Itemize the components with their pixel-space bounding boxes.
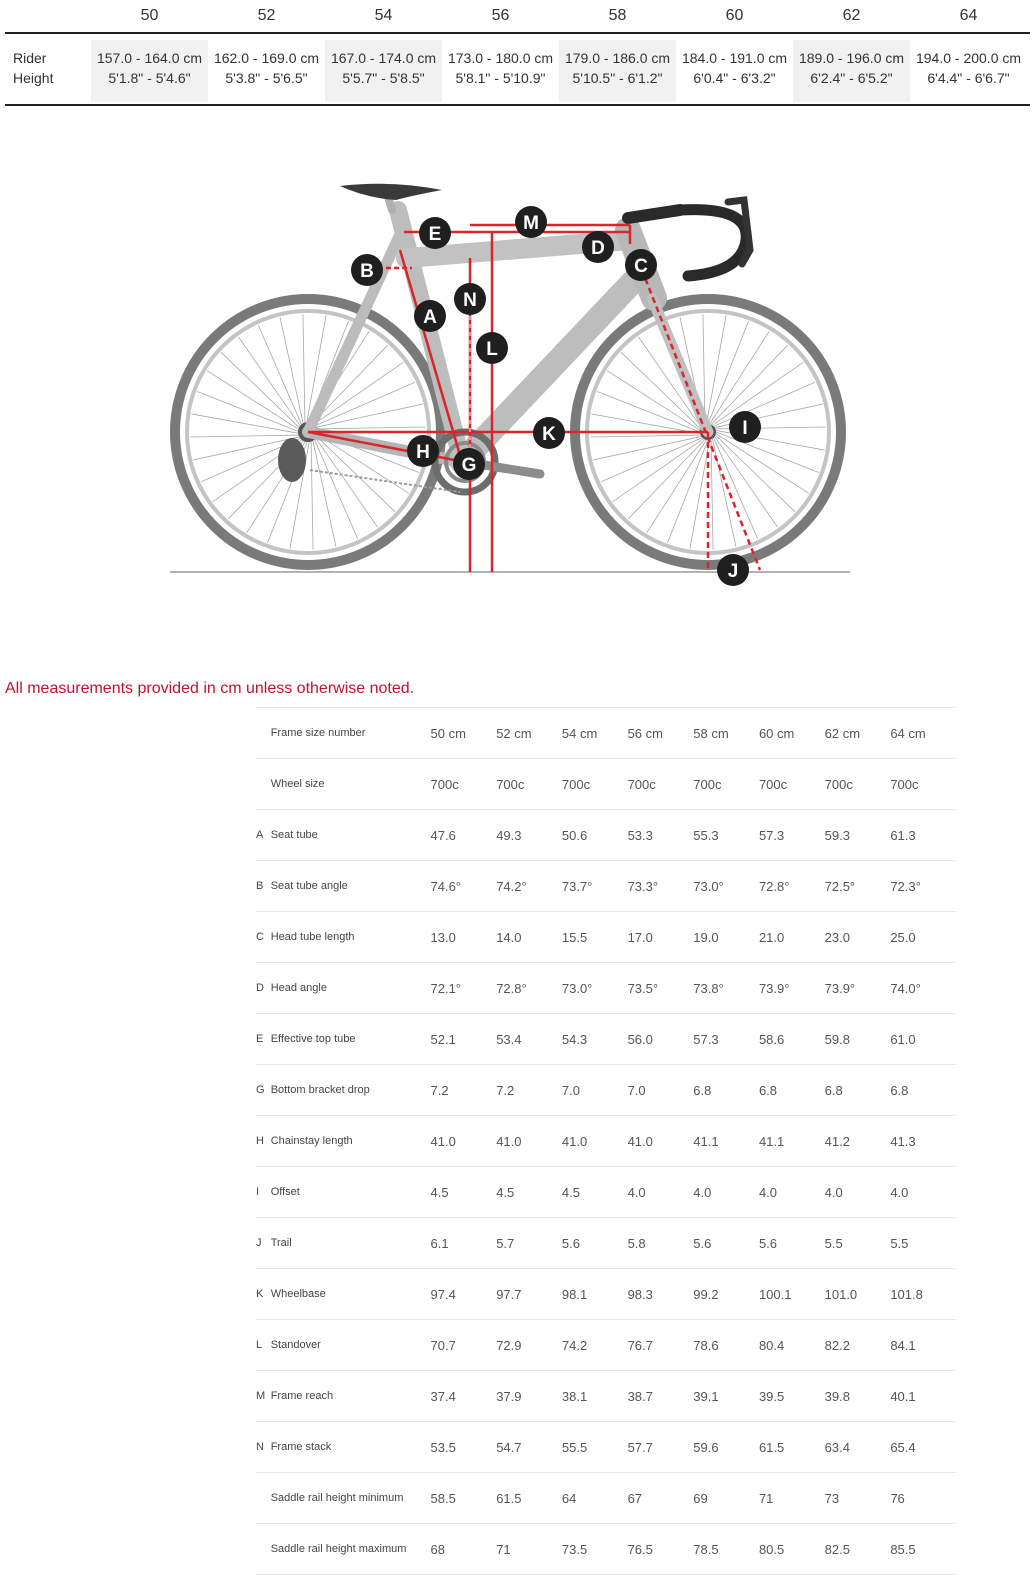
geometry-value: 5.5 <box>824 1235 843 1251</box>
geometry-value: 41.0 <box>496 1133 522 1149</box>
geometry-value: 57.3 <box>693 1031 719 1047</box>
geometry-value: 4.0 <box>890 1184 909 1200</box>
marker-label: D <box>591 238 605 259</box>
geometry-value: 73.5° <box>627 980 659 996</box>
marker-label: J <box>727 561 739 582</box>
geometry-value: 52.1 <box>430 1031 456 1047</box>
geometry-letter: H <box>256 1135 264 1147</box>
geometry-value: 74.2° <box>496 878 527 894</box>
geometry-label: Standover <box>270 1339 321 1351</box>
rider-height-ft: 5'10.5" - 6'1.2" <box>572 70 663 86</box>
geometry-value: 41.3 <box>890 1133 916 1149</box>
marker-k <box>533 417 565 449</box>
table-row <box>256 759 956 810</box>
spoke <box>280 317 303 425</box>
geometry-label: Frame size number <box>270 727 366 739</box>
geometry-value: 41.0 <box>627 1133 653 1149</box>
geometry-value: 61.0 <box>890 1031 916 1047</box>
size-heading: 62 <box>842 7 861 24</box>
rider-height-cm: 194.0 - 200.0 cm <box>915 50 1022 66</box>
spoke <box>221 352 301 429</box>
spoke <box>315 427 426 429</box>
geometry-letter: B <box>256 880 264 892</box>
geometry-value: 700c <box>430 776 459 792</box>
geometry-value: 4.5 <box>496 1184 515 1200</box>
geometry-value: 72.5° <box>824 878 856 894</box>
geometry-value: 13.0 <box>430 929 456 945</box>
marker-g <box>453 448 485 480</box>
marker-label: B <box>360 261 374 282</box>
spoke <box>711 439 713 550</box>
geometry-value: 98.1 <box>561 1286 588 1302</box>
spoke <box>303 314 305 425</box>
line-a <box>400 250 462 462</box>
geometry-value: 25.0 <box>890 929 916 945</box>
rider-height-ft: 6'2.4" - 6'5.2" <box>810 70 893 86</box>
geometry-value: 58 cm <box>693 725 729 741</box>
geometry-value: 59.6 <box>693 1439 719 1455</box>
geometry-value: 4.0 <box>627 1184 646 1200</box>
geometry-value: 4.0 <box>693 1184 712 1200</box>
rider-height-cell <box>91 40 208 102</box>
marker-j <box>717 554 749 586</box>
geometry-value: 71 <box>496 1541 511 1557</box>
geometry-value: 72.3° <box>890 878 921 894</box>
geometry-value: 700c <box>824 776 853 792</box>
geometry-value: 39.1 <box>693 1388 719 1404</box>
rider-height-cell <box>442 40 559 102</box>
marker-label: C <box>634 256 648 277</box>
geometry-value: 58.5 <box>430 1490 456 1506</box>
geometry-value: 700c <box>496 776 525 792</box>
geometry-value: 82.2 <box>824 1337 850 1353</box>
geometry-value: 4.5 <box>430 1184 449 1200</box>
geometry-letter: L <box>256 1339 263 1351</box>
geometry-label: Trail <box>270 1237 292 1249</box>
geometry-value: 5.7 <box>496 1235 515 1251</box>
marker-label: H <box>416 442 430 463</box>
geometry-value: 99.2 <box>693 1286 719 1302</box>
geometry-label: Effective top tube <box>270 1033 356 1045</box>
rider-height-cell <box>910 40 1027 102</box>
geometry-letter: A <box>256 829 264 841</box>
geometry-value: 61.5 <box>496 1490 522 1506</box>
geometry-value: 57.7 <box>627 1439 653 1455</box>
rider-height-cm: 179.0 - 186.0 cm <box>564 50 671 66</box>
marker-label: K <box>542 424 556 445</box>
rider-height-cell <box>208 40 325 102</box>
geometry-value: 73.5 <box>561 1541 588 1557</box>
geometry-value: 14.0 <box>496 929 522 945</box>
table-row <box>256 1269 956 1320</box>
geometry-value: 52 cm <box>496 725 532 741</box>
geometry-value: 97.7 <box>496 1286 522 1302</box>
size-heading: 64 <box>959 7 978 24</box>
geometry-value: 700c <box>627 776 656 792</box>
marker-h <box>407 435 439 467</box>
geometry-letter: J <box>256 1237 262 1249</box>
marker-label: E <box>428 224 442 245</box>
rider-height-cell <box>325 40 442 102</box>
table-row <box>256 1320 956 1371</box>
geometry-value: 73.9° <box>758 980 790 996</box>
marker-l <box>476 332 508 364</box>
geometry-value: 700c <box>890 776 919 792</box>
geometry-value: 50 cm <box>430 725 466 741</box>
geometry-value: 5.6 <box>693 1235 712 1251</box>
geometry-value: 101.0 <box>824 1286 858 1302</box>
rider-height-ft: 6'0.4" - 6'3.2" <box>693 70 776 86</box>
geometry-value: 700c <box>693 776 722 792</box>
table-row <box>256 1371 956 1422</box>
spoke <box>238 337 301 428</box>
geometry-label: Head tube length <box>270 931 355 943</box>
rider-label-line2: Height <box>13 70 54 86</box>
geometry-value: 58.6 <box>758 1031 785 1047</box>
geometry-value: 97.4 <box>430 1286 456 1302</box>
geometry-value: 54 cm <box>561 725 598 741</box>
geometry-value: 6.1 <box>430 1235 449 1251</box>
size-heading: 50 <box>140 7 159 24</box>
geometry-value: 72.8° <box>758 878 790 894</box>
rider-height-cm: 167.0 - 174.0 cm <box>330 50 437 66</box>
geometry-value: 54.7 <box>496 1439 522 1455</box>
geometry-value: 47.6 <box>430 827 456 843</box>
table-row <box>256 708 956 759</box>
table-row <box>256 1422 956 1473</box>
spoke <box>311 439 313 550</box>
geometry-value: 6.8 <box>693 1082 712 1098</box>
size-header-row <box>5 0 1030 34</box>
rider-height-cm: 189.0 - 196.0 cm <box>798 50 905 66</box>
geometry-value: 700c <box>561 776 591 792</box>
geometry-value: 73.8° <box>693 980 724 996</box>
geometry-value: 80.5 <box>758 1541 785 1557</box>
geometry-value: 7.2 <box>430 1082 449 1098</box>
geometry-value: 4.5 <box>561 1184 580 1200</box>
rider-height-ft: 6'4.4" - 6'6.7" <box>927 70 1010 86</box>
table-row <box>256 1014 956 1065</box>
geometry-value: 61.5 <box>758 1439 785 1455</box>
geometry-value: 56.0 <box>627 1031 653 1047</box>
geometry-value: 37.9 <box>496 1388 522 1404</box>
geometry-value: 23.0 <box>824 929 850 945</box>
geometry-value: 4.0 <box>824 1184 843 1200</box>
geometry-value: 76.5 <box>627 1541 653 1557</box>
rider-height-cell <box>793 40 910 102</box>
geometry-value: 38.1 <box>561 1388 588 1404</box>
geometry-value: 7.0 <box>627 1082 646 1098</box>
rider-height-label <box>5 34 91 104</box>
geometry-value: 78.5 <box>693 1541 719 1557</box>
marker-label: M <box>523 213 539 234</box>
size-heading: 58 <box>608 7 627 24</box>
geometry-value: 60 cm <box>758 725 795 741</box>
size-heading: 60 <box>725 7 744 24</box>
size-heading: 54 <box>374 7 393 24</box>
geometry-value: 72.1° <box>430 980 462 996</box>
geometry-value: 39.8 <box>824 1388 850 1404</box>
geometry-value: 41.2 <box>824 1133 850 1149</box>
marker-e <box>419 217 451 249</box>
geometry-value: 7.0 <box>561 1082 580 1098</box>
rider-height-cell <box>559 40 676 102</box>
spoke <box>715 436 778 527</box>
spoke <box>628 439 705 519</box>
size-heading: 52 <box>257 7 276 24</box>
marker-b <box>351 254 383 286</box>
geometry-value: 17.0 <box>627 929 653 945</box>
spoke <box>715 435 795 512</box>
spoke <box>315 436 378 527</box>
table-row <box>256 861 956 912</box>
geometry-value: 68 <box>430 1541 445 1557</box>
geometry-value: 61.3 <box>890 827 916 843</box>
geometry-label: Frame stack <box>270 1441 332 1453</box>
geometry-value: 67 <box>627 1490 643 1506</box>
geometry-value: 101.8 <box>890 1286 923 1302</box>
rider-height-cm: 162.0 - 169.0 cm <box>213 50 320 66</box>
geometry-table <box>256 707 956 1575</box>
geometry-value: 59.8 <box>824 1031 850 1047</box>
geometry-value: 41.1 <box>693 1133 719 1149</box>
spoke <box>690 440 710 549</box>
geometry-value: 62 cm <box>824 725 861 741</box>
geometry-value: 70.7 <box>430 1337 456 1353</box>
geometry-value: 74.6° <box>430 878 462 894</box>
geometry-value: 50.6 <box>561 827 588 843</box>
geometry-value: 55.5 <box>561 1439 588 1455</box>
marker-n <box>454 283 486 315</box>
rider-height-cell <box>676 40 793 102</box>
marker-c <box>625 249 657 281</box>
measurement-note: All measurements provided in cm unless otherwise noted. <box>5 680 415 697</box>
geometry-value: 73.3° <box>627 878 659 894</box>
geometry-value: 76 <box>890 1490 905 1506</box>
marker-label: G <box>461 455 477 476</box>
marker-m <box>515 206 547 238</box>
geometry-value: 76.7 <box>627 1337 653 1353</box>
geometry-value: 98.3 <box>627 1286 653 1302</box>
rider-height-row <box>5 34 1030 106</box>
geometry-value: 74.0° <box>890 980 921 996</box>
geometry-letter: D <box>256 982 264 994</box>
table-row <box>256 963 956 1014</box>
table-row <box>256 1473 956 1524</box>
geometry-label: Wheel size <box>270 778 325 790</box>
geometry-label: Saddle rail height minimum <box>270 1492 404 1504</box>
geometry-value: 6.8 <box>758 1082 778 1098</box>
table-row <box>256 1116 956 1167</box>
rider-height-ft: 5'3.8" - 5'6.5" <box>225 70 308 86</box>
geometry-value: 53.3 <box>627 827 653 843</box>
geometry-letter: E <box>256 1033 264 1045</box>
geometry-value: 53.4 <box>496 1031 522 1047</box>
geometry-value: 49.3 <box>496 827 522 843</box>
geometry-label: Frame reach <box>270 1390 334 1402</box>
spoke <box>591 414 700 434</box>
geometry-value: 74.2 <box>561 1337 588 1353</box>
marker-label: A <box>423 307 437 328</box>
rider-height-ft: 5'5.7" - 5'8.5" <box>342 70 425 86</box>
spoke <box>712 439 735 547</box>
geometry-value: 53.5 <box>430 1439 456 1455</box>
geometry-value: 84.1 <box>890 1337 916 1353</box>
geometry-value: 64 cm <box>890 725 926 741</box>
spoke <box>190 435 301 437</box>
table-row <box>256 1218 956 1269</box>
geometry-value: 73.0° <box>561 980 593 996</box>
geometry-value: 5.8 <box>627 1235 646 1251</box>
rider-height-cm: 157.0 - 164.0 cm <box>96 50 203 66</box>
geometry-value: 73 <box>824 1490 840 1506</box>
saddle <box>340 184 442 200</box>
geometry-label: Seat tube <box>270 829 318 841</box>
geometry-value: 64 <box>561 1490 577 1506</box>
geometry-value: 71 <box>758 1490 774 1506</box>
geometry-value: 41.1 <box>758 1133 785 1149</box>
geometry-label: Bottom bracket drop <box>270 1084 370 1096</box>
marker-label: N <box>463 290 477 311</box>
geometry-value: 37.4 <box>430 1388 456 1404</box>
geometry-value: 21.0 <box>758 929 785 945</box>
geometry-value: 15.5 <box>561 929 588 945</box>
marker-label: L <box>486 339 498 360</box>
geometry-value: 6.8 <box>824 1082 843 1098</box>
geometry-value: 56 cm <box>627 725 663 741</box>
rider-height-table <box>5 0 1030 106</box>
geometry-label: Seat tube angle <box>270 880 348 892</box>
geometry-value: 73.0° <box>693 878 724 894</box>
geometry-value: 55.3 <box>693 827 719 843</box>
rider-height-cm: 184.0 - 191.0 cm <box>681 50 788 66</box>
spoke <box>312 439 335 547</box>
spoke <box>315 404 423 427</box>
spoke <box>593 436 701 459</box>
bike-geometry-diagram <box>160 170 860 610</box>
geometry-value: 69 <box>693 1490 708 1506</box>
geometry-letter: G <box>256 1084 265 1096</box>
rider-label-line1: Rider <box>13 50 47 66</box>
geometry-value: 5.6 <box>758 1235 778 1251</box>
geometry-value: 38.7 <box>627 1388 653 1404</box>
geometry-label: Offset <box>270 1186 300 1198</box>
table-row <box>256 1524 956 1575</box>
geometry-value: 100.1 <box>758 1286 792 1302</box>
geometry-value: 5.6 <box>561 1235 580 1251</box>
marker-a <box>414 300 446 332</box>
geometry-value: 39.5 <box>758 1388 785 1404</box>
geometry-value: 40.1 <box>890 1388 916 1404</box>
geometry-value: 57.3 <box>758 827 785 843</box>
geometry-letter: K <box>256 1288 264 1300</box>
geometry-value: 54.3 <box>561 1031 588 1047</box>
table-row <box>256 810 956 861</box>
table-row <box>256 1167 956 1218</box>
geometry-value: 7.2 <box>496 1082 515 1098</box>
geometry-value: 700c <box>758 776 788 792</box>
geometry-label: Head angle <box>270 982 327 994</box>
rider-height-ft: 5'1.8" - 5'4.6" <box>108 70 191 86</box>
size-heading: 56 <box>491 7 510 24</box>
geometry-label: Chainstay length <box>270 1135 353 1147</box>
marker-label: I <box>742 418 748 439</box>
geometry-value: 6.8 <box>890 1082 909 1098</box>
marker-d <box>582 231 614 263</box>
geometry-value: 78.6 <box>693 1337 719 1353</box>
spoke <box>191 414 300 434</box>
geometry-label: Wheelbase <box>270 1288 326 1300</box>
spoke <box>712 362 803 425</box>
geometry-label: Saddle rail height maximum <box>270 1543 407 1555</box>
geometry-value: 72.9 <box>496 1337 522 1353</box>
geometry-value: 80.4 <box>758 1337 785 1353</box>
geometry-letter: I <box>256 1186 260 1198</box>
geometry-value: 82.5 <box>824 1541 850 1557</box>
geometry-value: 59.3 <box>824 827 850 843</box>
spoke <box>706 315 726 424</box>
spoke <box>590 435 701 437</box>
geometry-value: 19.0 <box>693 929 719 945</box>
geometry-value: 63.4 <box>824 1439 850 1455</box>
table-row <box>256 1065 956 1116</box>
geometry-value: 72.8° <box>496 980 527 996</box>
rider-height-cm: 173.0 - 180.0 cm <box>447 50 554 66</box>
geometry-letter: M <box>256 1390 266 1402</box>
marker-i <box>729 411 761 443</box>
rider-height-ft: 5'8.1" - 5'10.9" <box>455 70 546 86</box>
geometry-value: 65.4 <box>890 1439 916 1455</box>
geometry-value: 73.7° <box>561 878 593 894</box>
geometry-value: 4.0 <box>758 1184 778 1200</box>
geometry-value: 41.0 <box>561 1133 588 1149</box>
geometry-value: 85.5 <box>890 1541 916 1557</box>
table-row <box>256 912 956 963</box>
geometry-letter: C <box>256 931 264 943</box>
geometry-letter: N <box>256 1441 264 1453</box>
geometry-value: 5.5 <box>890 1235 909 1251</box>
spoke <box>613 439 704 502</box>
geometry-value: 41.0 <box>430 1133 456 1149</box>
geometry-value: 73.9° <box>824 980 856 996</box>
